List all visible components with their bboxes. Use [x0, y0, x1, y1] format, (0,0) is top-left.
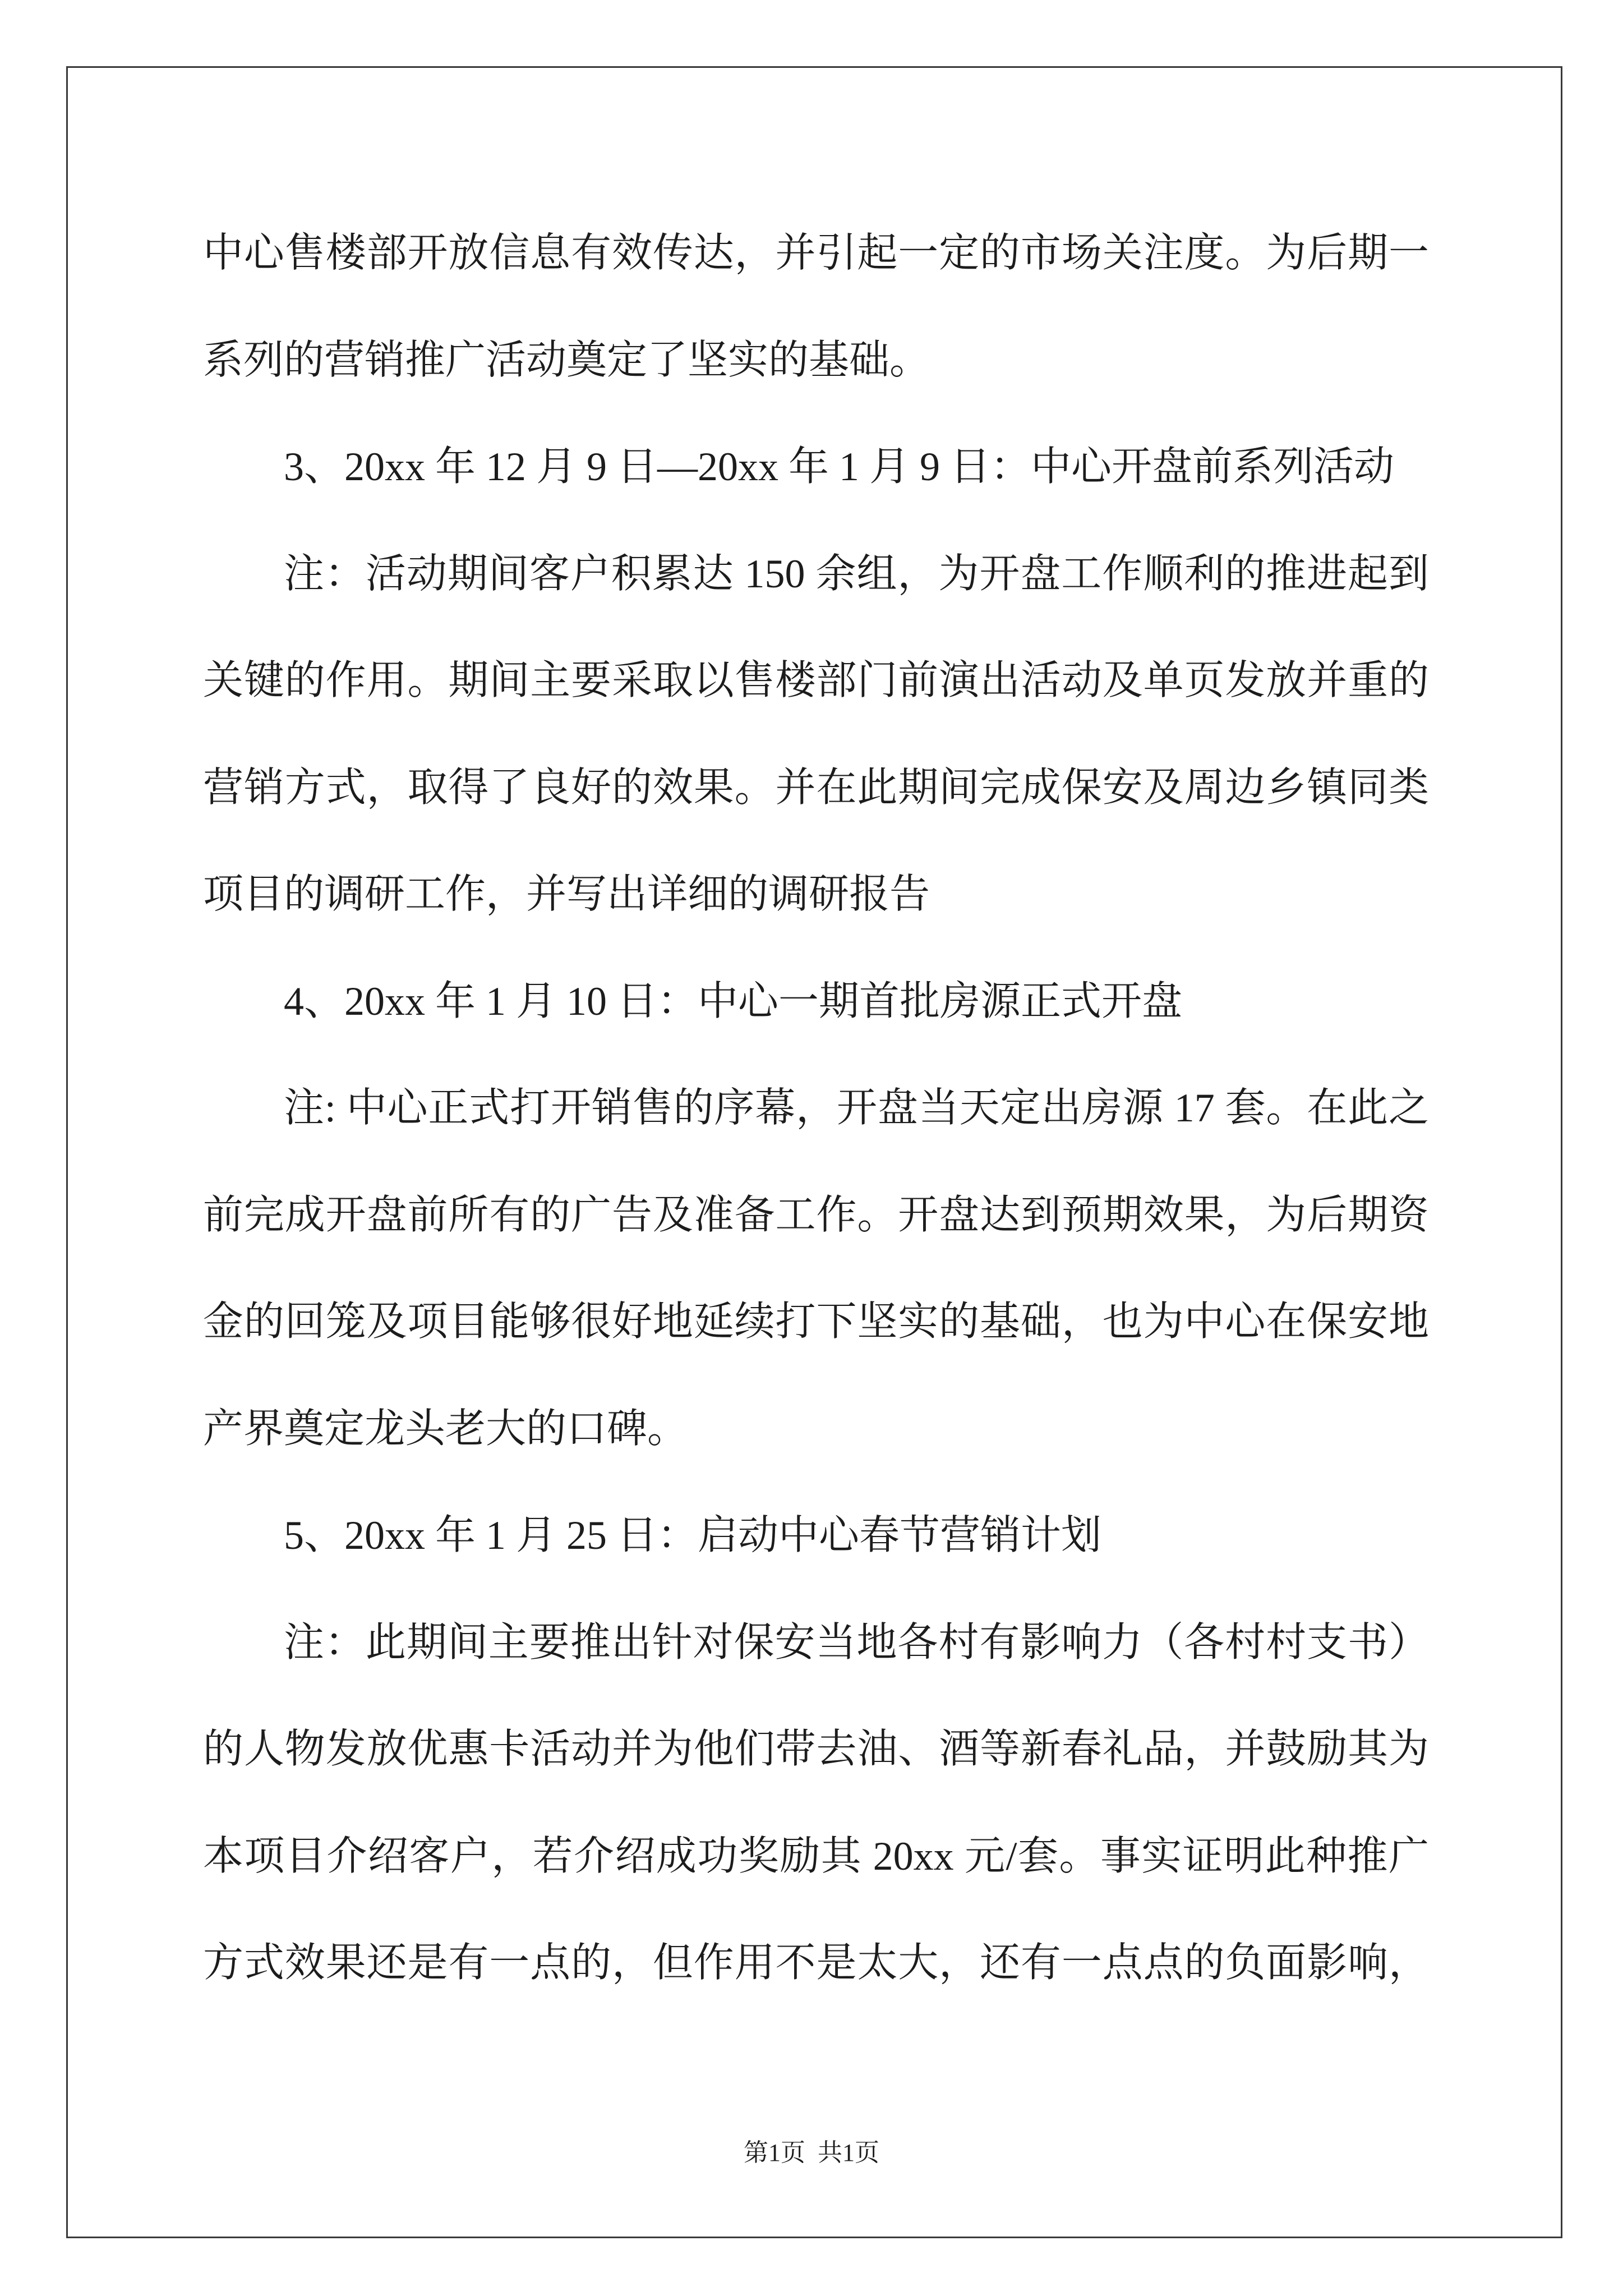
section-heading	[203, 413, 1429, 521]
text-line: 产界奠定龙头老大的口碑。	[203, 1406, 688, 1451]
text-line: 3、20xx 年 12 月 9 日—20xx 年 1 月 9 日：中心开盘前系列活动	[284, 444, 1395, 489]
text-line: 关键的作用。期间主要采取以售楼部门前演出活动及单页发放并重的	[203, 658, 1429, 703]
text-line: 注：活动期间客户积累达 150 余组，为开盘工作顺利的推进起到	[284, 551, 1429, 596]
document-body	[203, 200, 1429, 2017]
text-line: 金的回笼及项目能够很好地延续打下坚实的基础，也为中心在保安地	[203, 1299, 1429, 1344]
text-line: 注: 中心正式打开销售的序幕，开盘当天定出房源 17 套。在此之	[284, 1085, 1429, 1130]
section-heading	[203, 948, 1429, 1055]
text-line: 本项目介绍客户，若介绍成功奖励其 20xx 元/套。事实证明此种推广	[203, 1833, 1429, 1879]
text-line: 的人物发放优惠卡活动并为他们带去油、酒等新春礼品，并鼓励其为	[203, 1727, 1429, 1772]
text-line: 5、20xx 年 1 月 25 日：启动中心春节营销计划	[284, 1513, 1102, 1558]
paragraph	[203, 1589, 1429, 2017]
paragraph	[203, 1055, 1429, 1482]
text-line: 营销方式，取得了良好的效果。并在此期间完成保安及周边乡镇同类	[203, 765, 1429, 810]
text-line: 中心售楼部开放信息有效传达，并引起一定的市场关注度。为后期一	[203, 231, 1429, 275]
page-footer: 第1页 共1页	[744, 2139, 879, 2166]
section-heading	[203, 1482, 1429, 1589]
paragraph	[203, 200, 1429, 413]
text-line: 4、20xx 年 1 月 10 日：中心一期首批房源正式开盘	[284, 978, 1183, 1024]
text-line: 注：此期间主要推出针对保安当地各村有影响力（各村村支书）	[284, 1619, 1429, 1665]
text-line: 系列的营销推广活动奠定了坚实的基础。	[203, 337, 930, 383]
text-line: 方式效果还是有一点的，但作用不是太大，还有一点点的负面影响，	[203, 1940, 1429, 1985]
paragraph	[203, 521, 1429, 948]
text-line: 前完成开盘前所有的广告及准备工作。开盘达到预期效果，为后期资	[203, 1192, 1429, 1237]
text-line: 项目的调研工作，并写出详细的调研报告	[203, 872, 930, 917]
